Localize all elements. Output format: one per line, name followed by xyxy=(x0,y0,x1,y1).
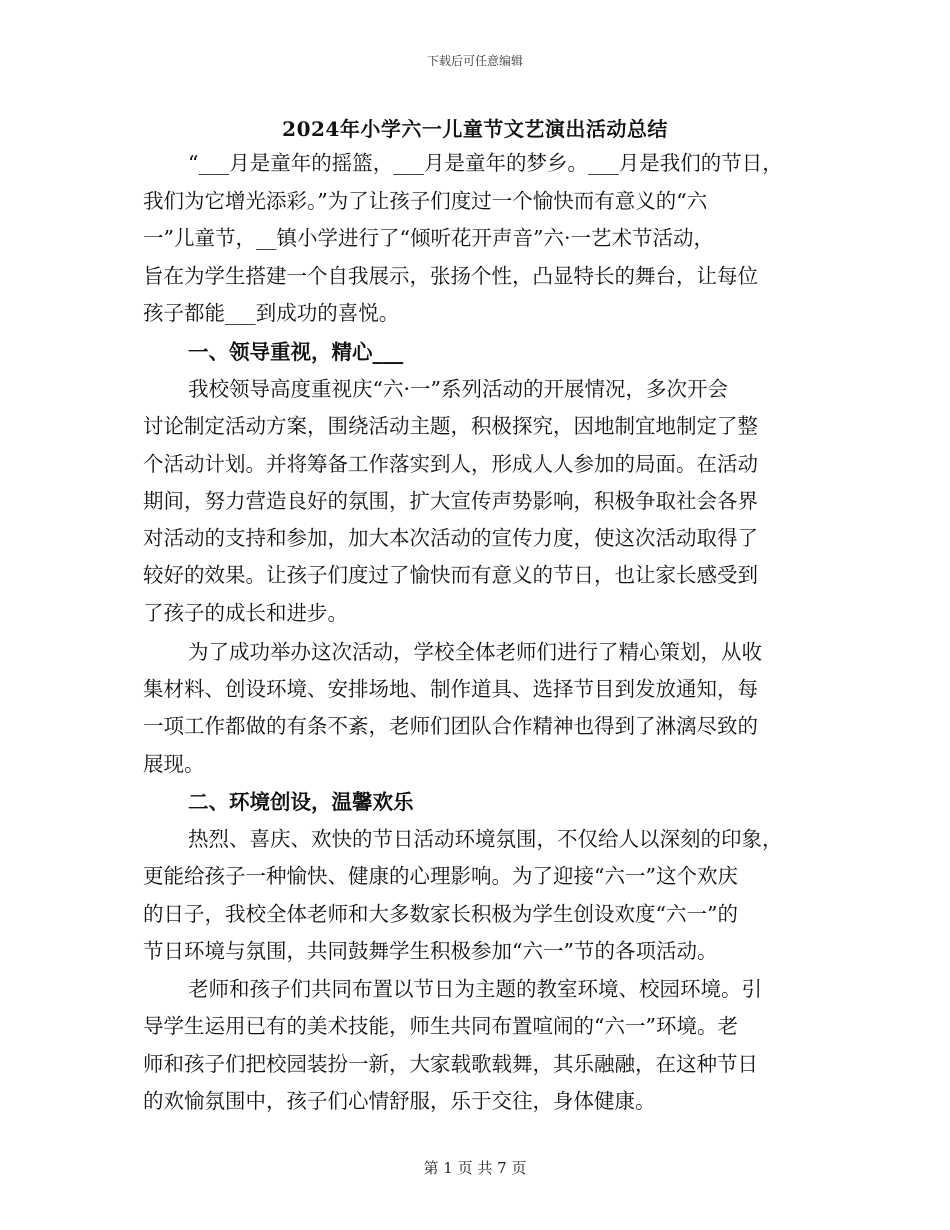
body-line: 更能给孩子一种愉快、健康的心理影响。为了迎接“六一”这个欢庆 xyxy=(143,864,738,888)
body-line: 展现。 xyxy=(143,752,205,776)
body-line: 为了成功举办这次活动，学校全体老师们进行了精心策划，从收 xyxy=(188,640,762,664)
body-line: 一”儿童节，__镇小学进行了“倾听花开声音”六·一艺术节活动， xyxy=(143,226,714,250)
body-line: 一项工作都做的有条不紊，老师们团队合作精神也得到了淋漓尽致的 xyxy=(143,714,758,738)
body-line: 集材料、创设环境、安排场地、制作道具、选择节目到发放通知，每 xyxy=(143,677,758,701)
page-header-note: 下载后可任意编辑 xyxy=(426,54,523,68)
body-line: 热烈、喜庆、欢快的节日活动环境氛围，不仅给人以深刻的印象， xyxy=(188,827,783,851)
body-line: 我们为它增光添彩。”为了让孩子们度过一个愉快而有意义的“六 xyxy=(143,189,708,213)
body-line: 较好的效果。让孩子们度过了愉快而有意义的节日，也让家长感受到 xyxy=(143,563,758,587)
section-heading-2: 二、环境创设，温馨欢乐 xyxy=(188,790,414,814)
section-heading-1: 一、领导重视，精心___ xyxy=(188,340,404,364)
body-line: 孩子都能___到成功的喜悦。 xyxy=(143,301,400,325)
body-line: 期间，努力营造良好的氛围，扩大宣传声势影响，积极争取社会各界 xyxy=(143,489,758,513)
body-line: 旨在为学生搭建一个自我展示，张扬个性，凸显特长的舞台，让每位 xyxy=(143,264,758,288)
body-line: 的日子，我校全体老师和大多数家长积极为学生创设欢度“六一”的 xyxy=(143,902,738,926)
body-line: 老师和孩子们共同布置以节日为主题的教室环境、校园环境。引 xyxy=(188,977,762,1001)
body-line: “___月是童年的摇篮，___月是童年的梦乡。___月是我们的节日， xyxy=(188,151,783,175)
body-line: 对活动的支持和参加，加大本次活动的宣传力度，使这次活动取得了 xyxy=(143,526,758,550)
body-line: 的欢愉氛围中，孩子们心情舒服，乐于交往，身体健康。 xyxy=(143,1089,656,1113)
body-line: 讨论制定活动方案，围绕活动主题，积极探究，因地制宜地制定了整 xyxy=(143,414,758,438)
body-line: 了孩子的成长和进步。 xyxy=(143,601,348,625)
body-line: 导学生运用已有的美术技能，师生共同布置喧闹的“六一”环境。老 xyxy=(143,1014,738,1038)
body-line: 节日环境与氛围，共同鼓舞学生积极参加“六一”节的各项活动。 xyxy=(143,939,718,963)
page-number: 第 1 页 共 7 页 xyxy=(423,1159,527,1177)
body-line: 我校领导高度重视庆“六·一”系列活动的开展情况，多次开会 xyxy=(188,377,728,401)
body-line: 师和孩子们把校园装扮一新，大家载歌载舞，其乐融融，在这种节日 xyxy=(143,1052,758,1076)
document-title: 2024年小学六一儿童节文艺演出活动总结 xyxy=(282,117,668,141)
body-line: 个活动计划。并将筹备工作落实到人，形成人人参加的局面。在活动 xyxy=(143,452,758,476)
